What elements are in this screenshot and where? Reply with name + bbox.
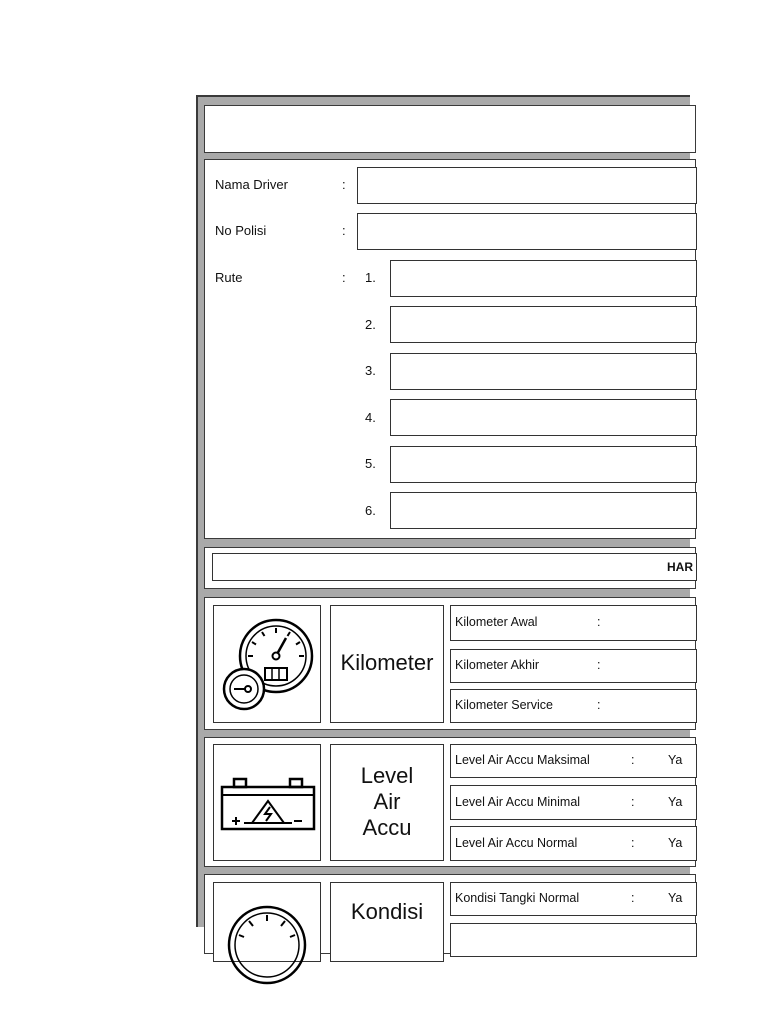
speedometer-icon — [214, 606, 320, 722]
accu-minimal-colon: : — [631, 795, 635, 809]
section-header-box — [212, 553, 697, 581]
kilometer-awal-colon: : — [597, 615, 601, 629]
accu-panel — [204, 737, 696, 867]
kilometer-akhir-colon: : — [597, 658, 601, 672]
accu-title-box — [330, 744, 444, 861]
tangki-normal-value[interactable]: Ya — [668, 891, 683, 905]
driver-name-colon: : — [342, 177, 346, 192]
form-title-panel — [204, 105, 696, 153]
accu-icon-box — [213, 744, 321, 861]
tangki-normal-colon: : — [631, 891, 635, 905]
driver-name-label: Nama Driver — [215, 177, 288, 192]
tangki-row-next[interactable] — [450, 923, 697, 957]
police-number-input[interactable] — [357, 213, 697, 250]
route-number-3: 3. — [365, 363, 376, 378]
route-input-4[interactable] — [390, 399, 697, 436]
section-header-panel — [204, 547, 696, 589]
accu-maksimal-label: Level Air Accu Maksimal — [455, 753, 590, 767]
identity-panel — [204, 159, 696, 539]
route-label: Rute — [215, 270, 243, 285]
accu-row-minimal[interactable] — [450, 785, 697, 820]
kilometer-panel — [204, 597, 696, 730]
route-input-5[interactable] — [390, 446, 697, 483]
kilometer-title-box — [330, 605, 444, 723]
kilometer-awal-label: Kilometer Awal — [455, 615, 538, 629]
police-number-label: No Polisi — [215, 223, 267, 238]
accu-normal-label: Level Air Accu Normal — [455, 836, 578, 850]
kilometer-row-awal[interactable] — [450, 605, 697, 641]
tangki-normal-label: Kondisi Tangki Normal — [455, 891, 580, 905]
kilometer-akhir-label: Kilometer Akhir — [455, 658, 540, 672]
route-input-3[interactable] — [390, 353, 697, 390]
route-number-4: 4. — [365, 410, 376, 425]
kilometer-icon-box — [213, 605, 321, 723]
tangki-panel — [204, 874, 696, 954]
accu-maksimal-colon: : — [631, 753, 635, 767]
kilometer-service-colon: : — [597, 698, 601, 712]
route-input-1[interactable] — [390, 260, 697, 297]
accu-minimal-value[interactable]: Ya — [668, 795, 683, 809]
accu-minimal-label: Level Air Accu Minimal — [455, 795, 581, 809]
accu-normal-value[interactable]: Ya — [668, 836, 683, 850]
tangki-title: Kondisi — [350, 899, 424, 924]
accu-title-line-2: Air — [373, 789, 401, 814]
route-number-6: 6. — [365, 503, 376, 518]
route-number-5: 5. — [365, 456, 376, 471]
tangki-row-normal[interactable] — [450, 882, 697, 916]
police-number-colon: : — [342, 223, 346, 238]
route-input-6[interactable] — [390, 492, 697, 529]
accu-row-maksimal[interactable] — [450, 744, 697, 778]
tangki-title-box — [330, 882, 444, 962]
gauge-icon — [214, 883, 320, 963]
kilometer-row-akhir[interactable] — [450, 649, 697, 683]
route-number-2: 2. — [365, 317, 376, 332]
route-colon: : — [342, 270, 346, 285]
section-header-text: HAR — [667, 560, 693, 574]
route-input-2[interactable] — [390, 306, 697, 343]
accu-title-line-1: Level — [360, 763, 414, 788]
accu-maksimal-value[interactable]: Ya — [668, 753, 683, 767]
kilometer-row-service[interactable] — [450, 689, 697, 723]
accu-row-normal[interactable] — [450, 826, 697, 861]
tangki-icon-box — [213, 882, 321, 962]
route-number-1: 1. — [365, 270, 376, 285]
accu-normal-colon: : — [631, 836, 635, 850]
battery-icon — [214, 745, 320, 860]
driver-name-input[interactable] — [357, 167, 697, 204]
kilometer-title: Kilometer — [340, 650, 434, 675]
kilometer-service-label: Kilometer Service — [455, 698, 553, 712]
accu-title-line-3: Accu — [362, 815, 412, 840]
form-sheet — [196, 95, 693, 927]
